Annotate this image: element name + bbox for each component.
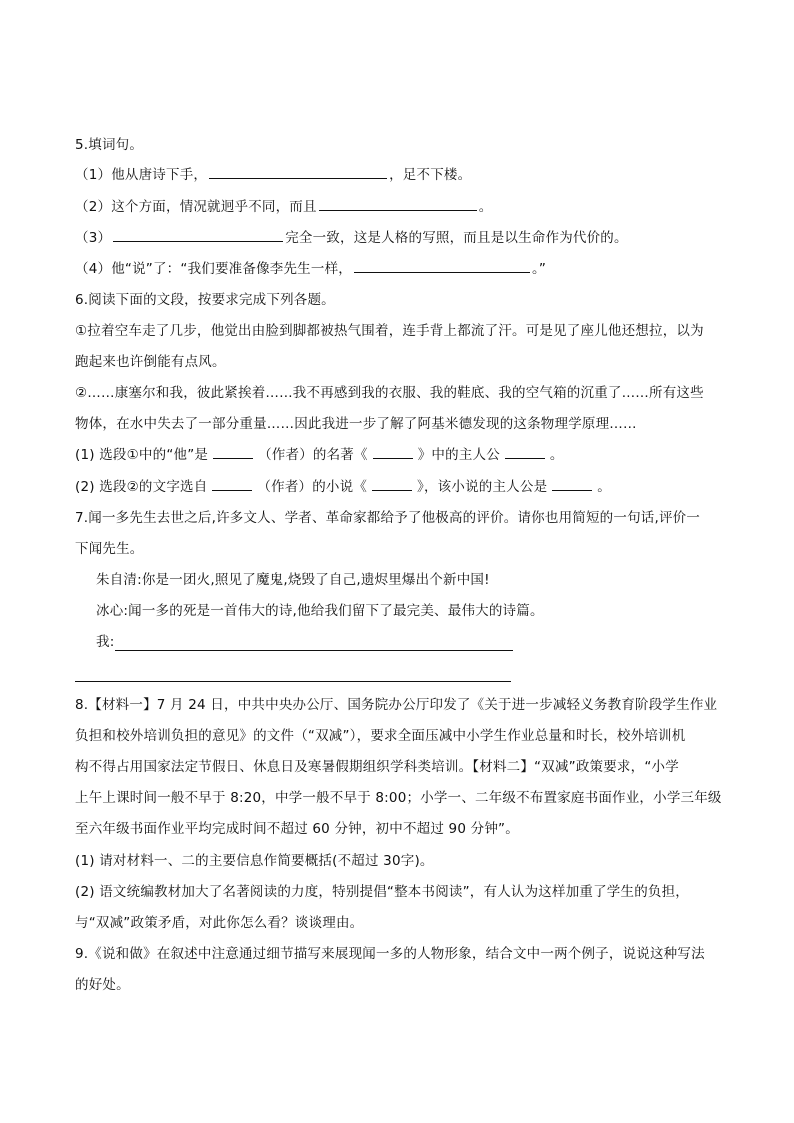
answer-blank[interactable] <box>212 478 252 491</box>
q8-sub-2-line-2: 与“双减”政策矛盾，对此你怎么看？谈谈理由。 <box>75 915 364 931</box>
answer-blank[interactable] <box>354 260 530 273</box>
answer-blank[interactable] <box>373 446 413 459</box>
q5-item-2-text-a: （2）这个方面，情况就迥乎不同，而且 <box>75 199 317 215</box>
q8-material-line-5: 至六年级书面作业平均完成时间不超过 60 分钟，初中不超过 90 分钟”。 <box>75 821 519 837</box>
q5-item-3 <box>75 229 628 247</box>
q5-item-1 <box>75 166 471 184</box>
q7-title-line-1: 7.闻一多先生去世之后,许多文人、学者、革命家都给予了他极高的评价。请你也用简短的一句话,评价一 <box>75 510 701 526</box>
q8-material-line-4: 上午上课时间一般不早于 8:20，中学一般不早于 8:00；小学一、二年级不布置家庭书面作业，小学三年级 <box>75 790 722 806</box>
q9-line-2: 的好处。 <box>75 977 130 993</box>
q8-material-line-1: 8.【材料一】7 月 24 日，中共中央办公厅、国务院办公厅印发了《关于进一步减轻义务教育阶段学生作业 <box>75 697 718 713</box>
q5-item-1-text-b: ，足不下楼。 <box>389 167 472 183</box>
q8-sub-2-line-1: (2) 语文统编教材加大了名著阅读的力度，特别提倡“整本书阅读”，有人认为这样加重了学生的负担， <box>75 884 690 900</box>
q6-passage-1-line-2: 跑起来也许倒能有点风。 <box>75 354 226 370</box>
q9-line-1: 9.《说和做》在叙述中注意通过细节描写来展现闻一多的人物形象，结合文中一两个例子，说说这种写法 <box>75 946 705 962</box>
q6-passage-2-line-1: ②……康塞尔和我，彼此紧挨着……我不再感到我的衣服、我的鞋底、我的空气箱的沉重了……所有这些 <box>75 385 704 401</box>
answer-blank[interactable] <box>505 446 545 459</box>
answer-blank[interactable] <box>209 166 387 179</box>
q5-item-3-text-a: （3） <box>75 230 112 246</box>
q8-material-line-2: 负担和校外培训负担的意见》的文件（“双减”），要求全面压减中小学生作业总量和时长，校外培训机 <box>75 728 686 744</box>
q5-item-4 <box>75 260 546 278</box>
q5-title: 5.填词句。 <box>75 137 144 153</box>
answer-blank[interactable] <box>213 446 253 459</box>
q8-sub-1: (1) 请对材料一、二的主要信息作简要概括(不超过 30字)。 <box>75 853 434 869</box>
q5-item-3-text-b: 完全一致，这是人格的写照，而且是以生命作为代价的。 <box>285 230 628 246</box>
q5-item-4-text-b: 。” <box>531 261 547 277</box>
answer-blank[interactable] <box>319 198 477 211</box>
q5-item-1-text-a: （1）他从唐诗下手， <box>75 167 208 183</box>
answer-blank[interactable] <box>372 478 412 491</box>
q6-sub-2-text-c: 》，该小说的主人公是 <box>417 479 548 495</box>
q5-item-2-text-b: 。 <box>478 199 493 215</box>
q6-sub-1-text-c: 》中的主人公 <box>417 447 500 463</box>
q6-passage-1-line-1: ①拉着空车走了几步，他觉出由脸到脚都被热气围着，连手背上都流了汗。可是见了座儿他还想拉，以为 <box>75 323 704 339</box>
q6-sub-2-text-b: （作者）的小说《 <box>257 479 368 495</box>
q6-sub-1 <box>75 446 564 464</box>
q7-answer-label: 我: <box>96 634 115 650</box>
q6-sub-2-text-d: 。 <box>597 479 611 495</box>
q6-sub-1-text-a: (1) 选段①中的“他”是 <box>75 447 209 463</box>
q5-item-2 <box>75 198 492 216</box>
q6-sub-2 <box>75 478 611 496</box>
answer-line[interactable] <box>75 681 511 682</box>
q5-item-4-text-a: （4）他“说”了：“我们要准备像李先生一样， <box>75 261 352 277</box>
q6-sub-1-text-b: （作者）的名著《 <box>258 447 368 463</box>
q7-title-line-2: 下闻先生。 <box>75 541 144 557</box>
answer-line[interactable] <box>115 650 513 651</box>
q6-passage-2-line-2: 物体，在水中失去了一部分重量……因此我进一步了解了阿基米德发现的这条物理学原理…… <box>75 416 637 432</box>
q8-material-line-3: 构不得占用国家法定节假日、休息日及寒暑假期组织学科类培训。【材料二】“双减”政策要求，“小学 <box>75 759 679 775</box>
q7-quote-zhu: 朱自清:你是一团火,照见了魔鬼,烧毁了自己,遗烬里爆出个新中国! <box>96 572 490 588</box>
answer-blank[interactable] <box>113 229 283 242</box>
q7-quote-bing: 冰心:闻一多的死是一首伟大的诗,他给我们留下了最完美、最伟大的诗篇。 <box>96 603 544 619</box>
q6-sub-2-text-a: (2) 选段②的文字选自 <box>75 479 208 495</box>
q6-title: 6.阅读下面的文段，按要求完成下列各题。 <box>75 292 335 308</box>
answer-blank[interactable] <box>552 478 592 491</box>
q6-sub-1-text-d: 。 <box>549 447 564 463</box>
